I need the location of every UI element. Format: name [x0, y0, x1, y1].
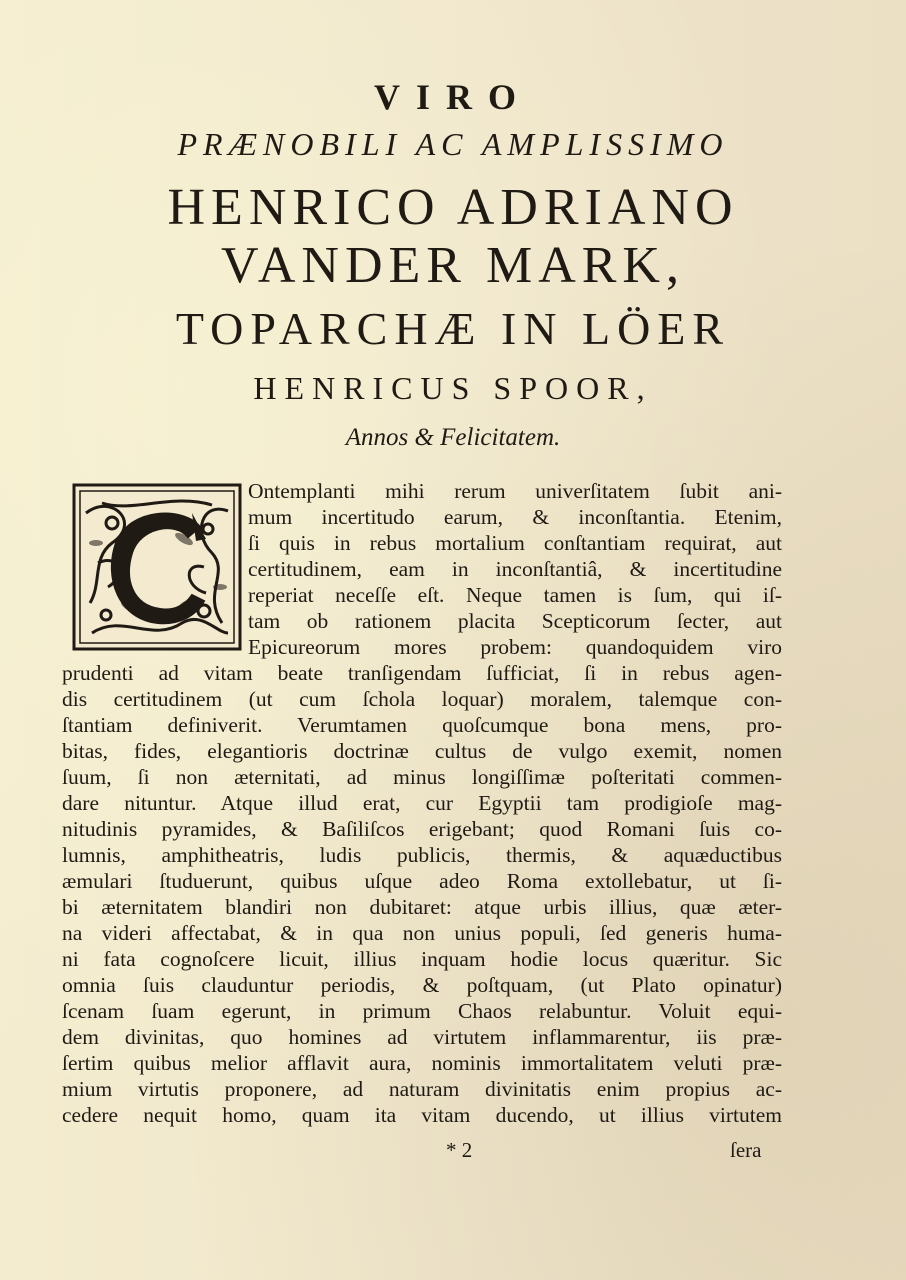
- body-line: ni fata cognoſcere licuit, illius inquam hodie locus quæritur. Sic: [62, 947, 782, 971]
- body-line: certitudinem, eam in inconſtantiâ, & incertitudine: [248, 557, 782, 581]
- body-line: cedere nequit homo, quam ita vitam ducendo, ut illius virtutem: [62, 1103, 782, 1127]
- heading-vander-mark: VANDER MARK,: [221, 237, 685, 294]
- body-line: na videri affectabat, & in qua non unius populi, ſed generis huma-: [62, 921, 782, 945]
- body-line: nitudinis pyramides, & Baſiliſcos erigebant; quod Romani ſuis co-: [62, 817, 782, 841]
- body-line: reperiat neceſſe eſt. Neque tamen is ſum, qui iſ-: [248, 583, 782, 607]
- body-line: Ontemplanti mihi rerum univerſitatem ſubit ani-: [248, 479, 782, 503]
- body-line: bitas, fides, elegantioris doctrinæ cultus de vulgo exemit, nomen: [62, 739, 782, 763]
- body-line: æmulari ſtuduerunt, quibus uſque adeo Roma extollebatur, ut ſi-: [62, 869, 782, 893]
- body-line: ſcenam ſuam egerunt, in primum Chaos relabuntur. Voluit equi-: [62, 999, 782, 1023]
- body-line: mium virtutis proponere, ad naturam divinitatis enim propius ac-: [62, 1077, 782, 1101]
- heading-toparchae: TOPARCHÆ IN LÖER: [175, 303, 731, 354]
- body-line: mum incertitudo earum, & inconſtantia. Etenim,: [248, 505, 782, 529]
- body-line: bi æternitatem blandiri non dubitaret: atque urbis illius, quæ æter-: [62, 895, 782, 919]
- heading-henrico-adriano: HENRICO ADRIANO: [167, 179, 739, 236]
- body-line: dem divinitas, quo homines ad virtutem inflammarentur, iis præ-: [62, 1025, 782, 1049]
- body-line: Epicureorum mores probem: quandoquidem viro: [248, 635, 782, 659]
- signature-mark: * 2: [446, 1138, 473, 1162]
- heading-henricus-spoor: HENRICUS SPOOR,: [253, 370, 653, 406]
- heading-praenobili: PRÆNOBILI AC AMPLISSIMO: [177, 126, 729, 162]
- body-line: ſtantiam definiverit. Verumtamen quoſcumque bona mens, pro-: [62, 713, 782, 737]
- body-line: tam ob rationem placita Scepticorum ſecter, aut: [248, 609, 782, 633]
- catchword: ſera: [730, 1138, 762, 1162]
- body-line: dis certitudinem (ut cum ſchola loquar) moralem, talemque con-: [62, 687, 782, 711]
- body-line: dare nituntur. Atque illud erat, cur Egyptii tam prodigioſe mag-: [62, 791, 782, 815]
- body-line: ſi quis in rebus mortalium conſtantiam requirat, aut: [248, 531, 782, 555]
- ornamental-initial-c-icon: [72, 483, 242, 651]
- heading-annos-felicitatem: Annos & Felicitatem.: [345, 424, 561, 451]
- body-line: ſuum, ſi non æternitati, ad minus longiſſimæ poſteritati commen-: [62, 765, 782, 789]
- body-line: lumnis, amphitheatris, ludis publicis, thermis, & aquæductibus: [62, 843, 782, 867]
- heading-viro: VIRO: [373, 77, 532, 117]
- body-line: prudenti ad vitam beate tranſigendam ſufficiat, ſi in rebus agen-: [62, 661, 782, 685]
- body-line: ſertim quibus melior afflavit aura, nominis immortalitatem veluti præ-: [62, 1051, 782, 1075]
- body-line: omnia ſuis clauduntur periodis, & poſtquam, (ut Plato opinatur): [62, 973, 782, 997]
